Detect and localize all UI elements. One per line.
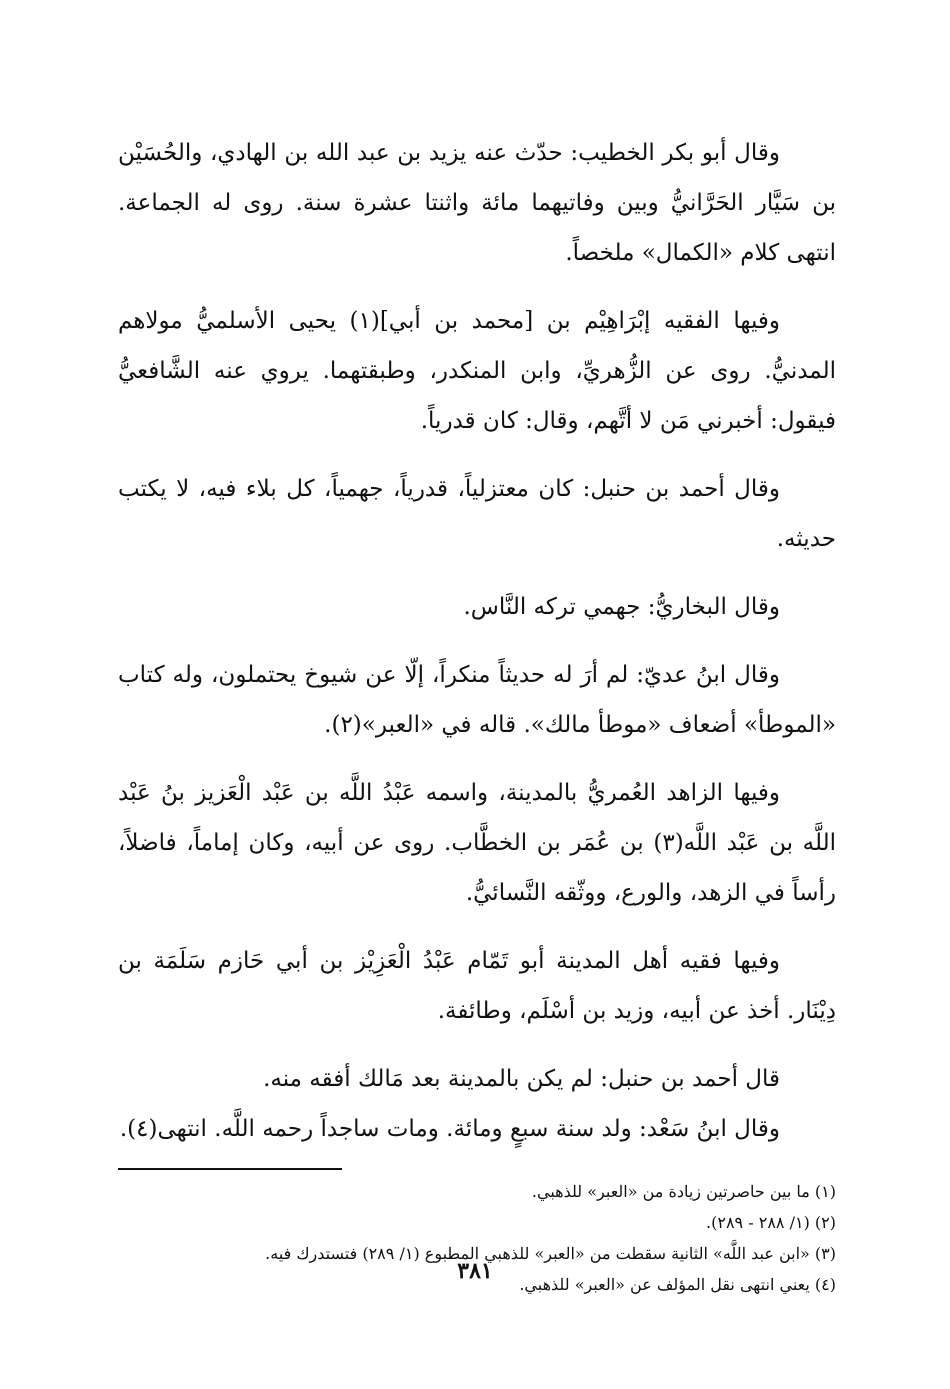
- footnote-4: (٤) يعني انتهى نقل المؤلف عن «العبر» للذهبي.: [519, 1275, 836, 1294]
- page-body: [118, 128, 836, 1300]
- page-number: ٣٨١: [457, 1258, 493, 1284]
- footnote-divider: [118, 1168, 342, 1170]
- footnote-3: (٣) «ابن عبد اللَّه» الثانية سقطت من «العبر» للذهبي المطبوع (١/ ٢٨٩) فتستدرك فيه.: [265, 1244, 836, 1263]
- footnote-1: (١) ما بين حاصرتين زيادة من «العبر» للذهبي.: [531, 1182, 836, 1201]
- paragraph-khatib: وقال أبو بكر الخطيب: حدّث عنه يزيد بن عبد الله بن الهادي، والحُسَيْن بن سَيَّار الحَرَّانيُّ وبين وفاتيهما مائة واثنتا عشرة سنة. روى له الجماعة. انتهى كلام «الكمال» ملخصاً.: [118, 140, 836, 266]
- paragraph-ibn-adi: وقال ابنُ عديّ: لم أرَ له حديثاً منكراً، إلّا عن شيوخ يحتملون، وله كتاب «الموطأ» أضعاف «موطأ مالك». قاله في «العبر»(٢).: [118, 662, 836, 738]
- paragraph-umari: وفيها الزاهد العُمريُّ بالمدينة، واسمه عَبْدُ اللَّه بن عَبْد الْعَزيز بنُ عَبْد اللَّه بن عَبْد اللَّه(٣) بن عُمَر بن الخطَّاب. روى عن أبيه، وكان إماماً، فاضلاً، رأساً في الزهد، والورع، ووثّقه النَّسائيُّ.: [118, 780, 837, 906]
- paragraph-ahmad-1: وقال أحمد بن حنبل: كان معتزلياً، قدرياً، جهمياً، كل بلاء فيه، لا يكتب حديثه.: [118, 476, 836, 552]
- paragraph-ibn-sad: وقال ابنُ سَعْد: ولد سنة سبعٍ ومائة. ومات ساجداً رحمه اللَّه. انتهى(٤).: [119, 1116, 780, 1142]
- paragraph-abu-tammam: وفيها فقيه أهل المدينة أبو تَمّام عَبْدُ الْعَزِيْز بن أبي حَازم سَلَمَة بن دِيْنَار. أخذ عن أبيه، وزيد بن أسْلَم، وطائفة.: [118, 948, 836, 1024]
- footnote-2: (٢) (١/ ٢٨٨ - ٢٨٩).: [706, 1213, 836, 1232]
- paragraph-ahmad-2: قال أحمد بن حنبل: لم يكن بالمدينة بعد مَالك أفقه منه.: [263, 1066, 780, 1092]
- paragraph-bukhari: وقال البخاريُّ: جهمي تركه النَّاس.: [463, 594, 780, 620]
- footnote-divider-wrap: [118, 1154, 836, 1176]
- paragraph-ibrahim: وفيها الفقيه إبْرَاهِيْم بن [محمد بن أبي](١) يحيى الأسلميُّ مولاهم المدنيُّ. روى عن الزُّهريِّ، وابن المنكدر، وطبقتهما. يروي عنه الشَّافعيُّ فيقول: أخبرني مَن لا أتَّهم، وقال: كان قدرياً.: [118, 308, 836, 434]
